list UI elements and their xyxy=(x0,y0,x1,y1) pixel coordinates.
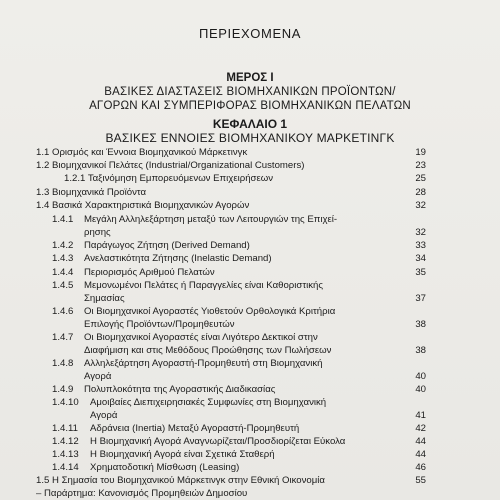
toc-entry xyxy=(0,422,500,435)
toc-entry-number: 1.4.10 xyxy=(52,397,79,408)
toc-entry-page: 19 xyxy=(415,147,426,158)
toc-entry-text: Σημασίας xyxy=(84,293,125,304)
part-subtitle-line1: ΒΑΣΙΚΕΣ ΔΙΑΣΤΑΣΕΙΣ ΒΙΟΜΗΧΑΝΙΚΩΝ ΠΡΟΪΟΝΤΩΝ/ xyxy=(104,86,396,98)
toc-entry xyxy=(0,186,500,199)
toc-entry xyxy=(0,409,500,422)
toc-entry-text: Διαφήμιση και στις Μεθόδους Προώθησης των Πωλήσεων xyxy=(84,345,332,356)
toc-entry xyxy=(0,252,500,265)
toc-entry-text: Μεμονωμένοι Πελάτες ή Παραγγελίες είναι Καθοριστικής xyxy=(84,280,323,291)
toc-entry xyxy=(0,239,500,252)
toc-entry xyxy=(0,266,500,279)
toc-entry-page: 41 xyxy=(415,410,426,421)
toc-entry-page: 35 xyxy=(415,267,426,278)
toc-entry-page: 55 xyxy=(415,475,426,486)
toc-entry-text: Μεγάλη Αλληλεξάρτηση μεταξύ των Λειτουργιών της Επιχεί- xyxy=(84,214,338,225)
toc-entry xyxy=(0,318,500,331)
toc-entry-page: 37 xyxy=(415,293,426,304)
toc-entry-number: 1.4.3 xyxy=(52,253,74,264)
toc-entry-text: 1.4 Βασικά Χαρακτηριστικά Βιομηχανικών Αγορών xyxy=(36,200,250,211)
toc-entry xyxy=(0,305,500,318)
toc-entry-text: – Παράρτημα: Κανονισμός Προμηθειών Δημοσίου xyxy=(36,488,248,499)
toc-entry-text: Χρηματοδοτική Μίσθωση (Leasing) xyxy=(90,462,240,473)
toc-entry-number: 1.4.12 xyxy=(52,436,79,447)
toc-entry xyxy=(0,396,500,409)
chapter-heading: ΚΕΦΑΛΑΙΟ 1 xyxy=(212,117,288,131)
toc-entry-text: 1.3 Βιομηχανικά Προϊόντα xyxy=(36,187,147,198)
toc-entry-text: Επιλογής Προϊόντων/Προμηθευτών xyxy=(84,319,235,330)
toc-entry-number: 1.4.8 xyxy=(52,358,74,369)
toc-entry-text: Οι Βιομηχανικοί Αγοραστές Υιοθετούν Ορθολογικά Κριτήρια xyxy=(84,306,336,317)
toc-entry-text: 1.5 Η Σημασία του Βιομηχανικού Μάρκετινγκ στην Εθνική Οικονομία xyxy=(36,475,325,486)
toc-entry xyxy=(0,146,500,159)
toc-entry xyxy=(0,370,500,383)
part-heading: ΜΕΡΟΣ Ι xyxy=(226,72,274,84)
toc-entry xyxy=(0,448,500,461)
toc-entry xyxy=(0,331,500,344)
toc-entry-text: Περιορισμός Αριθμού Πελατών xyxy=(84,267,215,278)
toc-entry-page: 38 xyxy=(415,319,426,330)
toc-entry-page: 33 xyxy=(415,240,426,251)
toc-entry-page: 44 xyxy=(415,436,426,447)
toc-entry-page: 46 xyxy=(415,462,426,473)
toc-entry xyxy=(0,213,500,226)
toc-entry xyxy=(0,279,500,292)
toc-entry-number: 1.4.1 xyxy=(52,214,74,225)
page-title: ΠΕΡΙΕΧΟΜΕΝΑ xyxy=(199,26,301,41)
toc-entry-number: 1.4.7 xyxy=(52,332,74,343)
toc-entry xyxy=(0,435,500,448)
toc-entry xyxy=(0,383,500,396)
toc-entry-page: 42 xyxy=(415,423,426,434)
toc-entry-text: Αμοιβαίες Διεπιχειρησιακές Συμφωνίες στη Βιομηχανική xyxy=(90,397,327,408)
toc-entry-number: 1.4.4 xyxy=(52,267,74,278)
toc-entry-page: 32 xyxy=(415,200,426,211)
toc-entry xyxy=(0,487,500,500)
toc-entry-page: 28 xyxy=(415,187,426,198)
toc-entry-number: 1.4.14 xyxy=(52,462,79,473)
toc-entry-page: 34 xyxy=(415,253,426,264)
toc-entry-page: 44 xyxy=(415,449,426,460)
toc-entry xyxy=(0,461,500,474)
toc-entry-text: 1.2.1 Ταξινόμηση Εμπορευόμενων Επιχειρήσεων xyxy=(64,173,274,184)
toc-entry-text: 1.2 Βιομηχανικοί Πελάτες (Industrial/Organizational Customers) xyxy=(36,160,305,171)
toc-entry-text: Αλληλεξάρτηση Αγοραστή-Προμηθευτή στη Βιομηχανική xyxy=(84,358,323,369)
toc-entry-text: Παράγωγος Ζήτηση (Derived Demand) xyxy=(84,240,250,251)
toc-entry-text: Πολυπλοκότητα της Αγοραστικής Διαδικασίας xyxy=(84,384,276,395)
toc-entry xyxy=(0,474,500,487)
part-subtitle-line2: ΑΓΟΡΩΝ ΚΑΙ ΣΥΜΠΕΡΙΦΟΡΑΣ ΒΙΟΜΗΧΑΝΙΚΩΝ ΠΕΛΑΤΩΝ xyxy=(89,100,411,112)
toc-entry-number: 1.4.11 xyxy=(52,423,78,434)
toc-entry xyxy=(0,172,500,185)
toc-entry-text: 1.1 Ορισμός και Έννοια Βιομηχανικού Μάρκετινγκ xyxy=(36,147,248,158)
toc-entry-text: Οι Βιομηχανικοί Αγοραστές είναι Λιγότερο Δεκτικοί στην xyxy=(84,332,318,343)
toc-entry-number: 1.4.2 xyxy=(52,240,74,251)
toc-entry-page: 25 xyxy=(415,173,426,184)
toc-entry-text: Ανελαστικότητα Ζήτησης (Inelastic Demand) xyxy=(84,253,272,264)
toc-entry xyxy=(0,199,500,212)
toc-entry-number: 1.4.9 xyxy=(52,384,74,395)
toc-entry xyxy=(0,159,500,172)
toc-entry-number: 1.4.6 xyxy=(52,306,74,317)
toc-entry-number: 1.4.13 xyxy=(52,449,79,460)
toc-entry-text: Η Βιομηχανική Αγορά Αναγνωρίζεται/Προσδιορίζεται Εύκολα xyxy=(90,436,346,447)
toc-entry-number: 1.4.5 xyxy=(52,280,74,291)
toc-entry-page: 32 xyxy=(415,227,426,238)
toc-entry-page: 40 xyxy=(415,371,426,382)
toc-entry xyxy=(0,344,500,357)
toc-entry-text: ρησης xyxy=(84,227,111,238)
toc-entry xyxy=(0,357,500,370)
toc-entry xyxy=(0,292,500,305)
chapter-subtitle: ΒΑΣΙΚΕΣ ΕΝΝΟΙΕΣ ΒΙΟΜΗΧΑΝΙΚΟΥ ΜΑΡΚΕΤΙΝΓΚ xyxy=(105,131,395,145)
toc-entry-text: Αγορά xyxy=(84,371,112,382)
toc-entry-page: 38 xyxy=(415,345,426,356)
toc-entry xyxy=(0,226,500,239)
toc-entry-text: Αγορά xyxy=(90,410,118,421)
toc-entry-text: Αδράνεια (Inertia) Μεταξύ Αγοραστή-Προμηθευτή xyxy=(90,423,300,434)
toc-entry-page: 40 xyxy=(415,384,426,395)
toc-entry-page: 23 xyxy=(415,160,426,171)
toc-entry-text: Η Βιομηχανική Αγορά είναι Σχετικά Σταθερή xyxy=(90,449,275,460)
